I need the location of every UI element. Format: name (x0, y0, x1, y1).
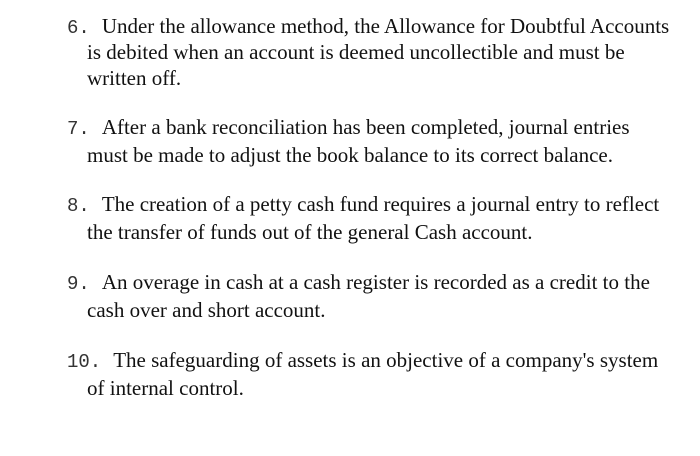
question-line (67, 268, 650, 298)
question-line: written off. (87, 66, 182, 90)
question-number: 8. (67, 195, 90, 217)
question-text: The creation of a petty cash fund requires a journal entry to reflect (101, 192, 660, 216)
question-number: 9. (67, 273, 90, 295)
question-text: An overage in cash at a cash register is recorded as a credit to the (101, 270, 650, 294)
question-line: is debited when an account is deemed uncollectible and must be (87, 40, 625, 64)
question-text: Under the allowance method, the Allowance for Doubtful Accounts (101, 14, 670, 38)
question-line: the transfer of funds out of the general Cash account. (87, 220, 533, 244)
question-number: 6. (67, 17, 90, 39)
question-number: 10. (67, 351, 102, 373)
question-line (67, 113, 630, 143)
question-line (67, 346, 658, 376)
question-line: cash over and short account. (87, 298, 326, 322)
question-line: must be made to adjust the book balance to its correct balance. (87, 143, 613, 167)
question-line: of internal control. (87, 376, 244, 400)
question-text: After a bank reconciliation has been completed, journal entries (101, 115, 630, 139)
question-number: 7. (67, 118, 90, 140)
question-line (67, 190, 659, 220)
question-text: The safeguarding of assets is an objective of a company's system (113, 348, 659, 372)
